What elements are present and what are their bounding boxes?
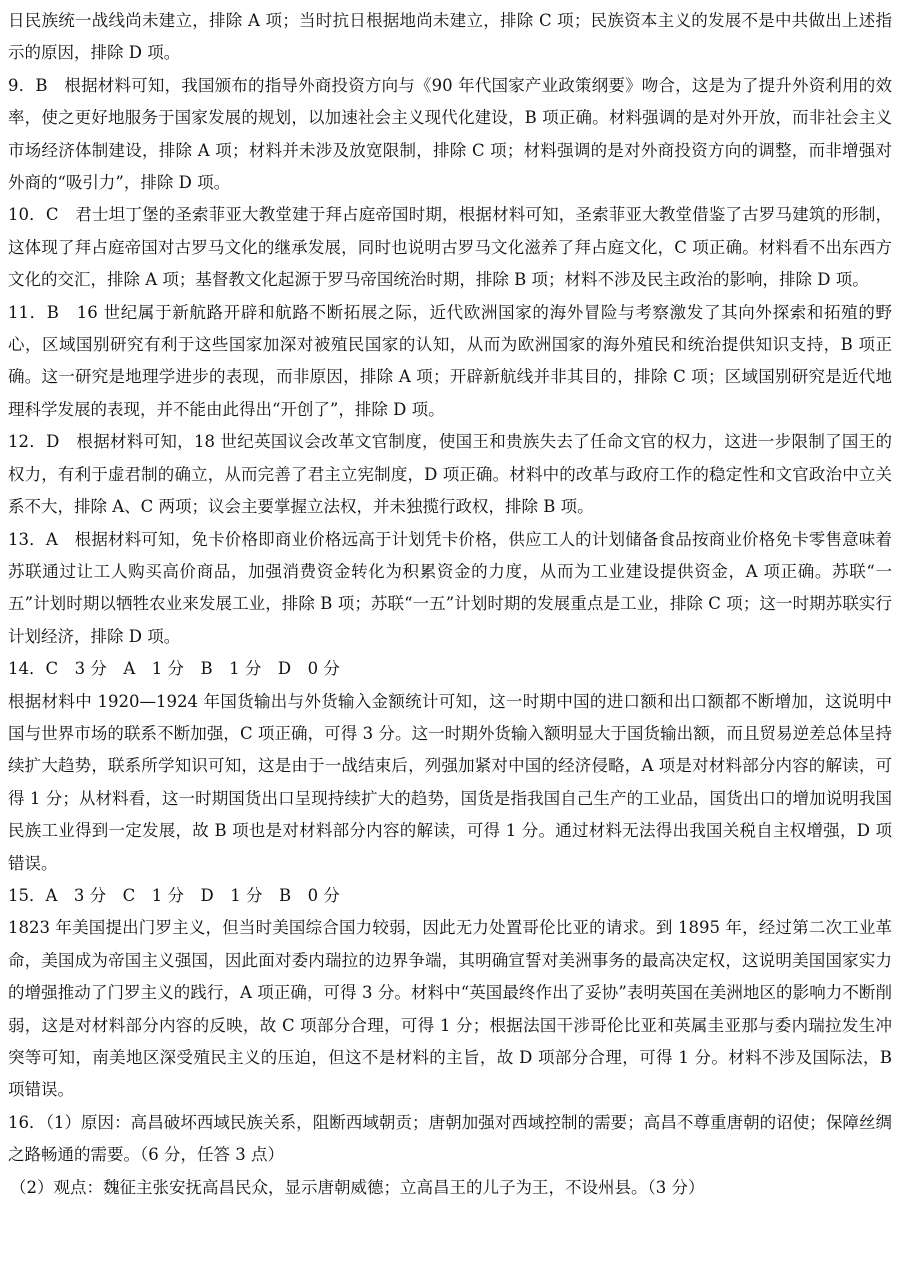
answer-15-scores: 15．A 3 分 C 1 分 D 1 分 B 0 分 [8, 885, 340, 905]
answer-9: 9．B 根据材料可知，我国颁布的指导外商投资方向与《90 年代国家产业政策纲要》吻合，这是为了提升外资利用的效率，使之更好地服务于国家发展的规划，以加速社会主义现代化建设，B 项正确。材料强调的是对外开放，而非社会主义市场经济体制建设，排除 A 项；材料并未涉及放宽限制，排除 C 项；材料强调的是对外商投资方向的调整，而非增强对外商的“吸引力”，排除 D 项。 [8, 75, 892, 193]
answer-13: 13．A 根据材料可知，免卡价格即商业价格远高于计划凭卡价格，供应工人的计划储备食品按商业价格免卡零售意味着苏联通过让工人购买高价商品，加强消费资金转化为积累资金的力度，从而为工业建设提供资金，A 项正确。苏联“一五”计划时期以牺牲农业来发展工业，排除 B 项；苏联“一五”计划时期的发展重点是工业，排除 C 项；这一时期苏联实行计划经济，排除 D 项。 [8, 529, 892, 646]
answer-16-part-1: 16．（1）原因：高昌破坏西域民族关系，阻断西域朝贡；唐朝加强对西域控制的需要；高昌不尊重唐朝的诏使；保障丝绸之路畅通的需要。（6 分，任答 3 点） [8, 1112, 892, 1165]
answer-16-part-2: （2）观点：魏征主张安抚高昌民众，显示唐朝威德；立高昌王的儿子为王，不设州县。（3 分） [10, 1177, 705, 1197]
answer-10: 10．C 君士坦丁堡的圣索菲亚大教堂建于拜占庭帝国时期，根据材料可知，圣索菲亚大教堂借鉴了古罗马建筑的形制，这体现了拜占庭帝国对古罗马文化的继承发展，同时也说明古罗马文化滋养了拜占庭文化，C 项正确。材料看不出东西方文化的交汇，排除 A 项；基督教文化起源于罗马帝国统治时期，排除 B 项；材料不涉及民主政治的影响，排除 D 项。 [8, 205, 892, 290]
answer-14-scores: 14．C 3 分 A 1 分 B 1 分 D 0 分 [8, 659, 340, 679]
answer-14-explanation: 根据材料中 1920—1924 年国货输出与外货输入金额统计可知，这一时期中国的进口额和出口额都不断增加，这说明中国与世界市场的联系不断加强，C 项正确，可得 3 分。这一时期外货输入额明显大于国货输出额，而且贸易逆差总体呈持续扩大趋势，联系所学知识可知，这是由于一战结束后，列强加紧对中国的经济侵略，A 项是对材料部分内容的解读，可得 1 分；从材料看，这一时期国货出口呈现持续扩大的趋势，国货是指我国自己生产的工业品，国货出口的增加说明我国民族工业得到一定发展，故 B 项也是对材料部分内容的解读，可得 1 分。通过材料无法得出我国关税自主权增强，D 项错误。 [8, 691, 892, 873]
answer-15-explanation: 1823 年美国提出门罗主义，但当时美国综合国力较弱，因此无力处置哥伦比亚的请求。到 1895 年，经过第二次工业革命，美国成为帝国主义强国，因此面对委内瑞拉的边界争端，其明确宣誓对美洲事务的最高决定权，这说明美国国家实力的增强推动了门罗主义的践行，A 项正确，可得 3 分。材料中“英国最终作出了妥协”表明英国在美洲地区的影响力不断削弱，这是对材料部分内容的反映，故 C 项部分合理，可得 1 分；根据法国干涉哥伦比亚和英属圭亚那与委内瑞拉发生冲突等可知，南美地区深受殖民主义的压迫，但这不是材料的主旨，故 D 项部分合理，可得 1 分。材料不涉及国际法，B 项错误。 [8, 918, 892, 1100]
answer-11: 11．B 16 世纪属于新航路开辟和航路不断拓展之际，近代欧洲国家的海外冒险与考察激发了其向外探索和拓殖的野心，区域国别研究有利于这些国家加深对被殖民国家的认知，从而为欧洲国家的海外殖民和统治提供知识支持，B 项正确。这一研究是地理学进步的表现，而非原因，排除 A 项；开辟新航线并非其目的，排除 C 项；区域国别研究是近代地理科学发展的表现，并不能由此得出“开创了”，排除 D 项。 [8, 302, 892, 419]
answer-8-continuation: 日民族统一战线尚未建立，排除 A 项；当时抗日根据地尚未建立，排除 C 项；民族资本主义的发展不是中共做出上述指示的原因，排除 D 项。 [8, 11, 892, 63]
answer-12: 12．D 根据材料可知，18 世纪英国议会改革文官制度，使国王和贵族失去了任命文官的权力，这进一步限制了国王的权力，有利于虚君制的确立，从而完善了君主立宪制度，D 项正确。材料中的改革与政府工作的稳定性和文官政治中立关系不大，排除 A、C 两项；议会主要掌握立法权，并未独揽行政权，排除 B 项。 [8, 432, 892, 517]
